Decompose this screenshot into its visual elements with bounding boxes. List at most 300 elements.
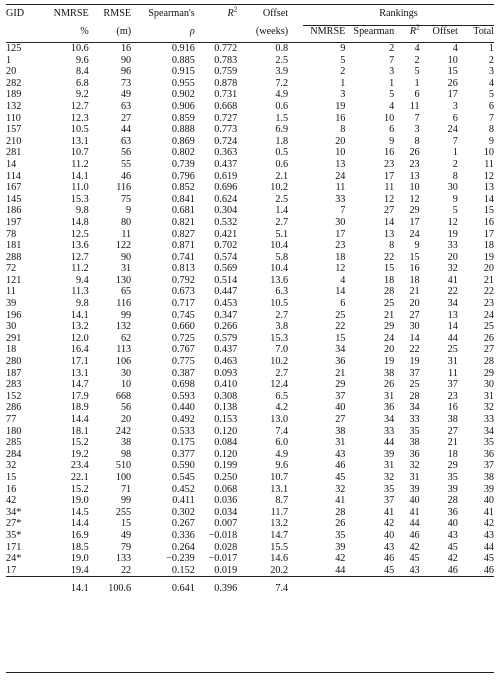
cell-rank-spearman: 4: [389, 100, 395, 112]
cell-r2: 0.437: [214, 158, 238, 170]
cell-nmrse: 14.4: [70, 518, 89, 530]
table-row: [6, 182, 494, 194]
cell-rank-total: 27: [483, 344, 494, 356]
table-row: [6, 171, 494, 183]
cell-spearman: 0.767: [171, 344, 195, 356]
cell-rmse: 99: [120, 495, 132, 507]
cell-rank-offset: 13: [447, 309, 458, 321]
cell-rmse: 242: [115, 425, 132, 437]
cell-rank-nmrse: 37: [335, 390, 346, 402]
cell-rank-r2: 4: [414, 43, 420, 54]
cell-rank-spearman: 9: [389, 135, 395, 147]
cell-gid: 189: [6, 89, 22, 101]
cell-rank-r2: 41: [409, 506, 420, 518]
cell-offset: 0.6: [275, 100, 289, 112]
cell-rank-total: 5: [488, 89, 494, 101]
cell-rank-total: 12: [483, 170, 494, 182]
cell-r2: 0.421: [214, 228, 238, 240]
cell-offset: 7.0: [275, 344, 289, 356]
r2-symbol: R: [227, 8, 234, 19]
cell-rank-total: 23: [483, 298, 494, 310]
table-row: [6, 391, 494, 403]
cell-rank-total: 7: [488, 112, 494, 124]
cell-nmrse: 11.2: [71, 263, 89, 275]
cell-rank-nmrse: 14: [335, 286, 346, 298]
cell-rmse: 73: [120, 77, 132, 89]
cell-offset: 10.4: [270, 263, 289, 275]
cell-offset: 2.7: [275, 216, 289, 228]
cell-rank-nmrse: 4: [340, 274, 346, 286]
cell-gid: 283: [6, 379, 22, 391]
cell-r2: 0.514: [214, 274, 238, 286]
cell-nmrse: 18.1: [70, 425, 89, 437]
cell-rank-r2: 38: [409, 437, 420, 449]
table-row: [6, 136, 494, 148]
cell-gid: 152: [6, 390, 22, 402]
cell-r2: 0.759: [214, 66, 238, 78]
cell-r2: 0.347: [214, 309, 238, 321]
cell-r2: 0.447: [214, 286, 238, 298]
table-row: [6, 78, 494, 90]
cell-rank-r2: 3: [414, 124, 420, 136]
cell-rank-total: 24: [483, 309, 494, 321]
cell-rank-offset: 38: [447, 414, 458, 425]
cell-rmse: 15: [120, 518, 132, 530]
cell-rank-r2: 39: [409, 483, 420, 495]
table-row: [6, 530, 494, 542]
nmrse-unit: %: [38, 26, 89, 43]
cell-rmse: 16: [120, 43, 132, 54]
cell-rank-spearman: 7: [389, 54, 395, 66]
cell-nmrse: 13.1: [70, 367, 89, 379]
cell-rank-r2: 20: [409, 298, 420, 310]
table-row: [6, 275, 494, 287]
cell-rank-r2: 14: [409, 332, 420, 344]
cell-spearman: 0.411: [172, 495, 195, 507]
cell-offset: 4.9: [275, 89, 289, 101]
cell-rank-r2: 42: [409, 541, 420, 553]
cell-rank-offset: 10: [447, 54, 458, 66]
r2-superscript: 2: [233, 5, 238, 14]
cell-offset: 4.9: [275, 448, 289, 460]
cell-spearman: 0.802: [171, 147, 195, 159]
cell-rank-nmrse: 12: [335, 263, 346, 275]
cell-r2: 0.619: [214, 170, 238, 182]
cell-spearman: 0.902: [171, 89, 195, 101]
cell-rmse: 56: [120, 402, 132, 414]
cell-rank-r2: 46: [409, 529, 420, 541]
cell-gid: 181: [6, 240, 22, 252]
cell-rank-total: 15: [483, 205, 494, 217]
table-row: [6, 240, 494, 252]
cell-rank-offset: 39: [447, 483, 458, 495]
table-row: [6, 484, 494, 496]
cell-offset: 7.2: [275, 77, 289, 89]
cell-nmrse: 14.7: [70, 379, 89, 391]
cell-gid: 72: [6, 263, 17, 275]
cell-offset: 6.5: [275, 390, 289, 402]
cell-nmrse: 9.6: [75, 54, 89, 66]
cell-rank-total: 11: [484, 158, 494, 170]
table-row: [6, 333, 494, 345]
cell-rank-offset: 31: [447, 356, 458, 368]
cell-rank-offset: 11: [448, 367, 458, 379]
summary-rmse: 100.6: [89, 577, 131, 596]
cell-rank-offset: 6: [452, 112, 458, 124]
cell-rank-offset: 25: [447, 344, 458, 356]
summary-rank-spearman: [345, 577, 394, 596]
cell-rank-nmrse: 20: [335, 135, 346, 147]
summary-row: [6, 577, 494, 596]
table-header: [6, 5, 494, 43]
cell-rank-total: 22: [483, 286, 494, 298]
cell-offset: 3.8: [275, 321, 289, 333]
table-bottom-rule: [6, 672, 494, 673]
cell-rank-total: 4: [488, 77, 494, 89]
cell-offset: 4.2: [275, 402, 289, 414]
cell-rank-offset: 18: [447, 448, 458, 460]
cell-r2: 0.304: [214, 205, 238, 217]
cell-rank-r2: 11: [409, 100, 420, 112]
cell-gid: 286: [6, 402, 22, 414]
cell-r2: 0.266: [214, 321, 238, 333]
cell-rmse: 100: [115, 471, 132, 483]
cell-spearman: 0.915: [171, 66, 195, 78]
cell-rmse: 71: [120, 483, 132, 495]
cell-rank-spearman: 10: [383, 112, 395, 124]
cell-gid: 32: [6, 460, 17, 472]
summary-rank-total: [458, 577, 494, 596]
cell-rank-nmrse: 38: [335, 425, 346, 437]
cell-r2: 0.308: [214, 390, 238, 402]
cell-rank-total: 46: [483, 564, 494, 576]
cell-rank-spearman: 20: [383, 344, 395, 356]
cell-rank-spearman: 27: [383, 205, 395, 217]
cell-rmse: 132: [115, 321, 132, 333]
cell-r2: 0.153: [214, 414, 238, 425]
cell-gid: 125: [6, 43, 22, 54]
cell-spearman: 0.725: [171, 332, 195, 344]
cell-rank-offset: 43: [447, 529, 458, 541]
cell-rank-total: 36: [483, 448, 494, 460]
cell-rmse: 30: [120, 367, 132, 379]
cell-nmrse: 16.9: [70, 529, 89, 541]
cell-rank-spearman: 28: [383, 286, 395, 298]
cell-rank-r2: 19: [409, 356, 420, 368]
cell-rank-r2: 12: [409, 193, 420, 205]
cell-nmrse: 23.4: [70, 460, 89, 472]
cell-spearman: 0.387: [171, 367, 195, 379]
summary-rank-offset: [420, 577, 458, 596]
rank-col-nmrse: NMRSE: [303, 26, 345, 43]
cell-rmse: 31: [120, 263, 132, 275]
rank-col-spearman: Spearman: [345, 26, 394, 43]
cell-r2: 0.772: [214, 43, 238, 54]
cell-rank-nmrse: 17: [335, 228, 346, 240]
cell-rank-nmrse: 29: [335, 379, 346, 391]
cell-rank-offset: 17: [447, 89, 458, 101]
cell-rank-spearman: 43: [383, 541, 395, 553]
cell-offset: 10.2: [270, 182, 289, 194]
cell-rank-spearman: 13: [383, 228, 395, 240]
cell-rank-total: 37: [483, 460, 494, 472]
cell-spearman: 0.871: [171, 240, 195, 252]
cell-offset: 10.7: [270, 471, 289, 483]
cell-gid: 18: [6, 344, 17, 356]
cell-rank-spearman: 3: [389, 66, 395, 78]
cell-rank-r2: 22: [409, 344, 420, 356]
cell-gid: 11: [6, 286, 16, 298]
cell-rank-spearman: 23: [383, 158, 395, 170]
cell-nmrse: 14.1: [70, 170, 89, 182]
cell-nmrse: 18.5: [70, 541, 89, 553]
cell-spearman: 0.955: [171, 77, 195, 89]
cell-nmrse: 9.8: [75, 205, 89, 217]
cell-rank-r2: 27: [409, 309, 420, 321]
cell-rank-spearman: 33: [383, 425, 395, 437]
cell-rmse: 63: [120, 135, 132, 147]
cell-offset: 9.6: [275, 460, 289, 472]
col-r2: [195, 5, 237, 26]
cell-spearman: 0.152: [171, 564, 195, 576]
cell-gid: 285: [6, 437, 22, 449]
cell-r2: 0.363: [214, 147, 238, 159]
cell-offset: 2.1: [275, 170, 289, 182]
cell-rank-total: 2: [488, 54, 494, 66]
table-row: [6, 66, 494, 78]
cell-gid: 280: [6, 356, 22, 368]
cell-rank-r2: 28: [409, 390, 420, 402]
table-row: [6, 518, 494, 530]
cell-rmse: 75: [120, 193, 132, 205]
cell-rank-spearman: 41: [383, 506, 395, 518]
table-row: [6, 286, 494, 298]
cell-rank-nmrse: 6: [340, 298, 346, 310]
cell-gid: 27*: [6, 518, 22, 530]
table-row: [6, 124, 494, 136]
cell-spearman: 0.336: [171, 529, 195, 541]
cell-rank-r2: 10: [409, 182, 420, 194]
cell-spearman: 0.869: [171, 135, 195, 147]
cell-rank-offset: 2: [452, 158, 458, 170]
cell-rank-r2: 25: [409, 379, 420, 391]
cell-nmrse: 13.1: [70, 135, 89, 147]
cell-r2: 0.463: [214, 356, 238, 368]
cell-rank-spearman: 19: [383, 356, 395, 368]
cell-rank-total: 29: [483, 367, 494, 379]
cell-r2: 0.532: [214, 216, 238, 228]
cell-rank-nmrse: 44: [335, 564, 346, 576]
cell-rmse: 55: [120, 158, 132, 170]
cell-offset: 10.5: [270, 298, 289, 310]
table-row: [6, 310, 494, 322]
cell-nmrse: 22.1: [70, 471, 89, 483]
cell-rank-nmrse: 40: [335, 402, 346, 414]
cell-gid: 132: [6, 100, 22, 112]
cell-rmse: 116: [116, 182, 132, 194]
summary-rank-nmrse: [303, 577, 345, 596]
cell-rank-total: 8: [488, 124, 494, 136]
cell-nmrse: 15.2: [70, 437, 89, 449]
cell-rank-r2: 16: [409, 263, 420, 275]
cell-rmse: 49: [120, 89, 132, 101]
cell-offset: 13.6: [270, 274, 289, 286]
cell-offset: 2.7: [275, 309, 289, 321]
cell-rank-total: 32: [483, 402, 494, 414]
cell-spearman: 0.813: [171, 263, 195, 275]
spearman-symbol: ρ: [131, 26, 195, 43]
cell-rmse: 65: [120, 286, 132, 298]
rank-col-total: Total: [458, 26, 494, 43]
cell-rank-nmrse: 23: [335, 240, 346, 252]
cell-rank-total: 44: [483, 541, 494, 553]
cell-rank-offset: 41: [447, 274, 458, 286]
cell-rank-spearman: 24: [383, 332, 395, 344]
cell-rank-spearman: 29: [383, 321, 395, 333]
cell-rank-offset: 46: [447, 564, 458, 576]
cell-spearman: 0.660: [171, 321, 195, 333]
cell-rmse: 10: [120, 379, 132, 391]
cell-rank-offset: 3: [452, 100, 458, 112]
cell-rmse: 90: [120, 54, 132, 66]
cell-rank-offset: 20: [447, 251, 458, 263]
cell-rank-nmrse: 34: [335, 344, 346, 356]
cell-rank-r2: 9: [414, 240, 420, 252]
cell-rank-spearman: 21: [383, 309, 395, 321]
cell-rank-nmrse: 27: [335, 414, 346, 425]
cell-rmse: 80: [120, 216, 132, 228]
cell-rank-offset: 35: [447, 471, 458, 483]
cell-rank-nmrse: 35: [335, 529, 346, 541]
cell-gid: 187: [6, 367, 22, 379]
cell-rank-offset: 16: [447, 402, 458, 414]
cell-rank-total: 19: [483, 251, 494, 263]
cell-offset: 10.2: [270, 356, 289, 368]
cell-offset: 13.1: [270, 483, 289, 495]
cell-r2: 0.437: [214, 344, 238, 356]
cell-rank-offset: 21: [447, 437, 458, 449]
cell-rank-r2: 37: [409, 367, 420, 379]
cell-spearman: 0.792: [171, 274, 195, 286]
cell-spearman: 0.906: [171, 100, 195, 112]
cell-offset: 6.3: [275, 286, 289, 298]
cell-offset: 13.0: [270, 414, 289, 425]
cell-r2: 0.453: [214, 298, 238, 310]
cell-rank-offset: 33: [447, 240, 458, 252]
cell-rank-spearman: 37: [383, 495, 395, 507]
cell-nmrse: 13.2: [70, 321, 89, 333]
col-nmrse: NMRSE: [38, 5, 89, 26]
cell-offset: 2.5: [275, 54, 289, 66]
cell-rank-total: 42: [483, 518, 494, 530]
table-row: [6, 379, 494, 391]
table-row: [6, 252, 494, 264]
rmse-unit: (m): [89, 26, 131, 43]
cell-rank-r2: 2: [414, 54, 420, 66]
table-row: [6, 147, 494, 159]
cell-spearman: 0.175: [171, 437, 195, 449]
cell-rank-nmrse: 24: [335, 170, 346, 182]
header-row-1: [6, 5, 494, 26]
summary-offset: 7.4: [237, 577, 288, 596]
cell-nmrse: 12.7: [70, 251, 89, 263]
cell-r2: −0.017: [208, 553, 238, 565]
results-table: [6, 4, 494, 595]
table-row: [6, 298, 494, 310]
cell-r2: 0.019: [214, 564, 238, 576]
cell-rank-offset: 5: [452, 205, 458, 217]
cell-gid: 197: [6, 216, 22, 228]
col-rankings: Rankings: [303, 5, 494, 26]
cell-r2: 0.068: [214, 483, 238, 495]
cell-rank-spearman: 16: [383, 147, 395, 159]
cell-r2: 0.093: [214, 367, 238, 379]
cell-offset: 6.0: [275, 437, 289, 449]
cell-rank-offset: 44: [447, 332, 458, 344]
cell-rank-r2: 18: [409, 274, 420, 286]
cell-offset: 2.7: [275, 367, 289, 379]
cell-nmrse: 15.2: [70, 483, 89, 495]
cell-gid: 157: [6, 124, 22, 136]
cell-rank-spearman: 46: [383, 553, 395, 565]
cell-rank-offset: 42: [447, 553, 458, 565]
cell-spearman: 0.821: [171, 216, 195, 228]
cell-rank-total: 35: [483, 437, 494, 449]
cell-rank-nmrse: 11: [335, 182, 346, 194]
cell-r2: 0.668: [214, 100, 238, 112]
cell-rank-nmrse: 36: [335, 356, 346, 368]
cell-offset: 1.4: [275, 205, 289, 217]
cell-rank-spearman: 1: [389, 77, 395, 89]
cell-nmrse: 16.4: [70, 344, 89, 356]
cell-r2: 0.702: [214, 240, 238, 252]
cell-nmrse: 12.3: [70, 112, 89, 124]
cell-rank-nmrse: 31: [335, 437, 346, 449]
cell-r2: 0.034: [214, 506, 238, 518]
cell-rank-spearman: 42: [383, 518, 395, 530]
cell-nmrse: 14.1: [70, 309, 89, 321]
table-row: [6, 194, 494, 206]
cell-rank-total: 25: [483, 321, 494, 333]
cell-offset: 0.8: [275, 43, 289, 54]
cell-rmse: 20: [120, 414, 132, 425]
cell-rank-spearman: 26: [383, 379, 395, 391]
cell-rank-r2: 15: [409, 251, 420, 263]
cell-rank-nmrse: 18: [335, 251, 346, 263]
table-row: [6, 426, 494, 438]
cell-offset: 13.2: [270, 518, 289, 530]
cell-rank-nmrse: 19: [335, 100, 346, 112]
cell-r2: 0.028: [214, 541, 238, 553]
cell-rank-nmrse: 3: [340, 89, 346, 101]
cell-gid: 114: [6, 170, 21, 182]
cell-spearman: 0.492: [171, 414, 195, 425]
cell-r2: 0.579: [214, 332, 238, 344]
cell-nmrse: 12.7: [70, 100, 89, 112]
cell-rank-spearman: 15: [383, 263, 395, 275]
cell-spearman: 0.741: [171, 251, 195, 263]
cell-offset: 15.3: [270, 332, 289, 344]
cell-rank-total: 10: [483, 147, 494, 159]
table-row: [6, 507, 494, 519]
cell-offset: 1.5: [275, 112, 289, 124]
cell-rmse: 79: [120, 541, 132, 553]
cell-gid: 281: [6, 147, 22, 159]
cell-rank-offset: 1: [452, 147, 458, 159]
cell-r2: 0.731: [214, 89, 238, 101]
cell-offset: 5.1: [275, 228, 289, 240]
cell-nmrse: 14.8: [70, 216, 89, 228]
